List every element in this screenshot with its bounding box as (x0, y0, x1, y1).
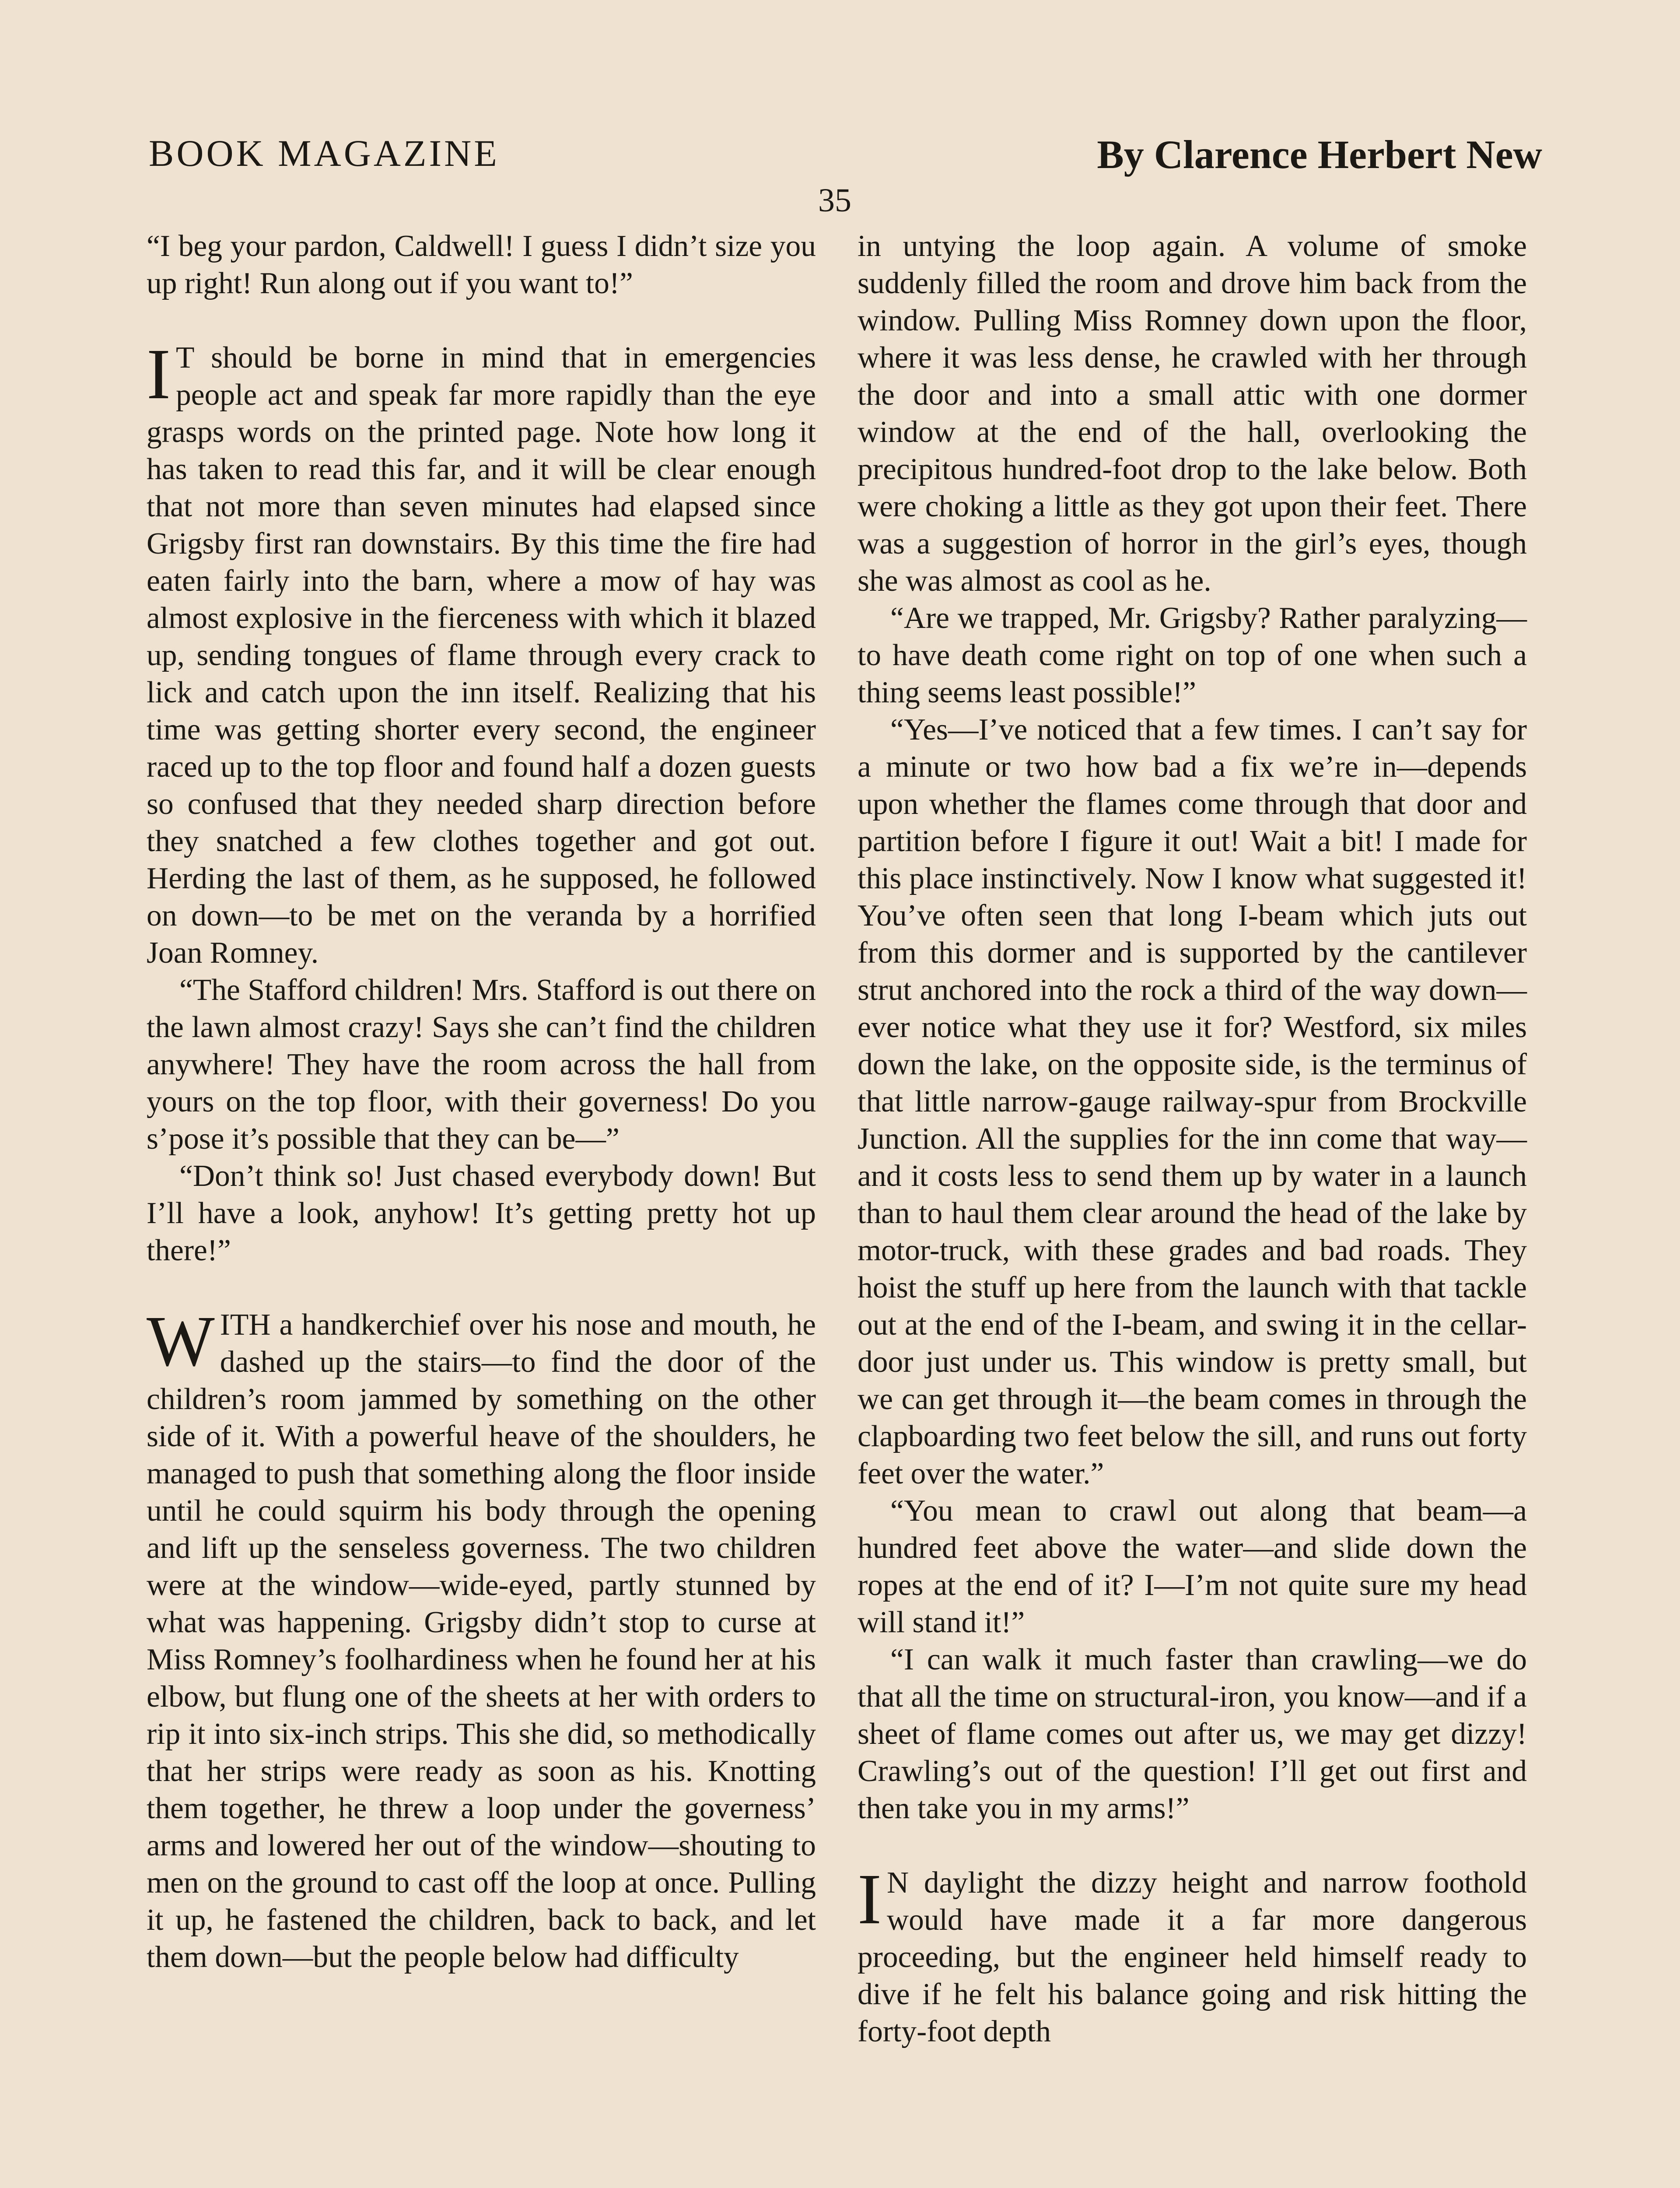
paragraph: “You mean to crawl out along that beam—a hundred feet above the water—and slide down the ropes at the end of it? I—I’m not quite sure my head will stand it!” (858, 1494, 1527, 1639)
right-column (858, 228, 1527, 2188)
paragraph: “I beg your pardon, Caldwell! I guess I didn’t size you up right! Run along out if you want to!” (147, 229, 816, 300)
paragraph-text: T should be borne in mind that in emergencies people act and speak far more rapidly than the eye grasps words on the printed page. Note how long it has taken to read this far, and it will be clear enough that not more than seven minutes had elapsed since Grigsby first ran downstairs. By this time the fire had eaten fairly into the barn, where a mow of hay was almost explosive in the fierceness with which it blazed up, sending tongues of flame through every crack to lick and catch upon the inn itself. Realizing that his time was getting shorter every second, the engineer raced up to the top floor and found half a dozen guests so confused that they needed sharp direction before they snatched a few clothes together and got out. Herding the last of them, as he supposed, he followed on down—to be met on the veranda by a horrified Joan Romney. (147, 341, 816, 970)
paragraph: in untying the loop again. A volume of smoke suddenly filled the room and drove him back from the window. Pulling Miss Romney down upon the floor, where it was less dense, he crawled with her through the door and into a small attic with one dormer window at the end of the hall, overlooking the precipitous hundred-foot drop to the lake below. Both were choking a little as they got upon their feet. There was a suggestion of horror in the girl’s eyes, though she was almost as cool as he. (858, 229, 1527, 598)
paragraph-with-dropcap (858, 1859, 1527, 2050)
drop-cap: I (147, 334, 171, 414)
paragraph-with-dropcap (147, 1301, 816, 1976)
author-byline: By Clarence Herbert New (1097, 132, 1542, 177)
paragraph-text: ITH a handkerchief over his nose and mouth, he dashed up the stairs—to find the door of the children’s room jammed by something on the other side of it. With a powerful heave of the shoulders, he managed to push that something along the floor inside until he could squirm his body through the opening and lift up the senseless governess. The two children were at the window—wide-eyed, partly stunned by what was happening. Grigsby didn’t stop to curse at Miss Romney’s foolhardiness when he found her at his elbow, but flung one of the sheets at her with orders to rip it into six-inch strips. This she did, so methodically that her strips were ready as soon as his. Knotting them together, he threw a loop under the governess’ arms and lowered her out of the window—shouting to men on the ground to cast off the loop at once. Pulling it up, he fastened the children, back to back, and let them down—but the people below had difficulty (147, 1308, 816, 1974)
paragraph: “Don’t think so! Just chased everybody down! But I’ll have a look, anyhow! It’s getting pretty hot up there!” (147, 1159, 816, 1267)
paragraph-with-dropcap (147, 334, 816, 971)
page-number: 35 (818, 182, 851, 219)
drop-cap: I (858, 1859, 882, 1939)
paragraph-text: N daylight the dizzy height and narrow foothold would have made it a far more dangerous proceeding, but the engineer held himself ready to dive if he felt his balance going and risk hitting the forty-foot depth (858, 1866, 1527, 2048)
paragraph: “Are we trapped, Mr. Grigsby? Rather paralyzing—to have death come right on top of one when such a thing seems least possible!” (858, 601, 1527, 709)
paragraph: “I can walk it much faster than crawling—we do that all the time on structural-iron, you know—and if a sheet of flame comes out after us, we may get dizzy! Crawling’s out of the question! I’ll get out first and then take you in my arms!” (858, 1643, 1527, 1825)
left-column (147, 228, 816, 2188)
drop-cap: W (147, 1301, 215, 1381)
publication-title: BOOK MAGAZINE (149, 132, 500, 174)
paragraph: “Yes—I’ve noticed that a few times. I can’t say for a minute or two how bad a fix we’re in—depends upon whether the flames come through that door and partition before I figure it out! Wait a bit! I made for this place instinctively. Now I know what suggested it! You’ve often seen that long I-beam which juts out from this dormer and is supported by the cantilever strut anchored into the rock a third of the way down—ever notice what they use it for? Westford, six miles down the lake, on the opposite side, is the terminus of that little narrow-gauge railway-spur from Brockville Junction. All the supplies for the inn come that way—and it costs less to send them up by water in a launch than to haul them clear around the head of the lake by motor-truck, with these grades and bad roads. They hoist the stuff up here from the launch with that tackle out at the end of the I-beam, and swing it in the cellar-door just under us. This window is pretty small, but we can get through it—the beam comes in through the clapboarding two feet below the sill, and runs out forty feet over the water.” (858, 713, 1527, 1490)
paragraph: “The Stafford children! Mrs. Stafford is out there on the lawn almost crazy! Says she can’t find the children anywhere! They have the room across the hall from yours on the top floor, with their governess! Do you s’pose it’s possible that they can be—” (147, 973, 816, 1156)
